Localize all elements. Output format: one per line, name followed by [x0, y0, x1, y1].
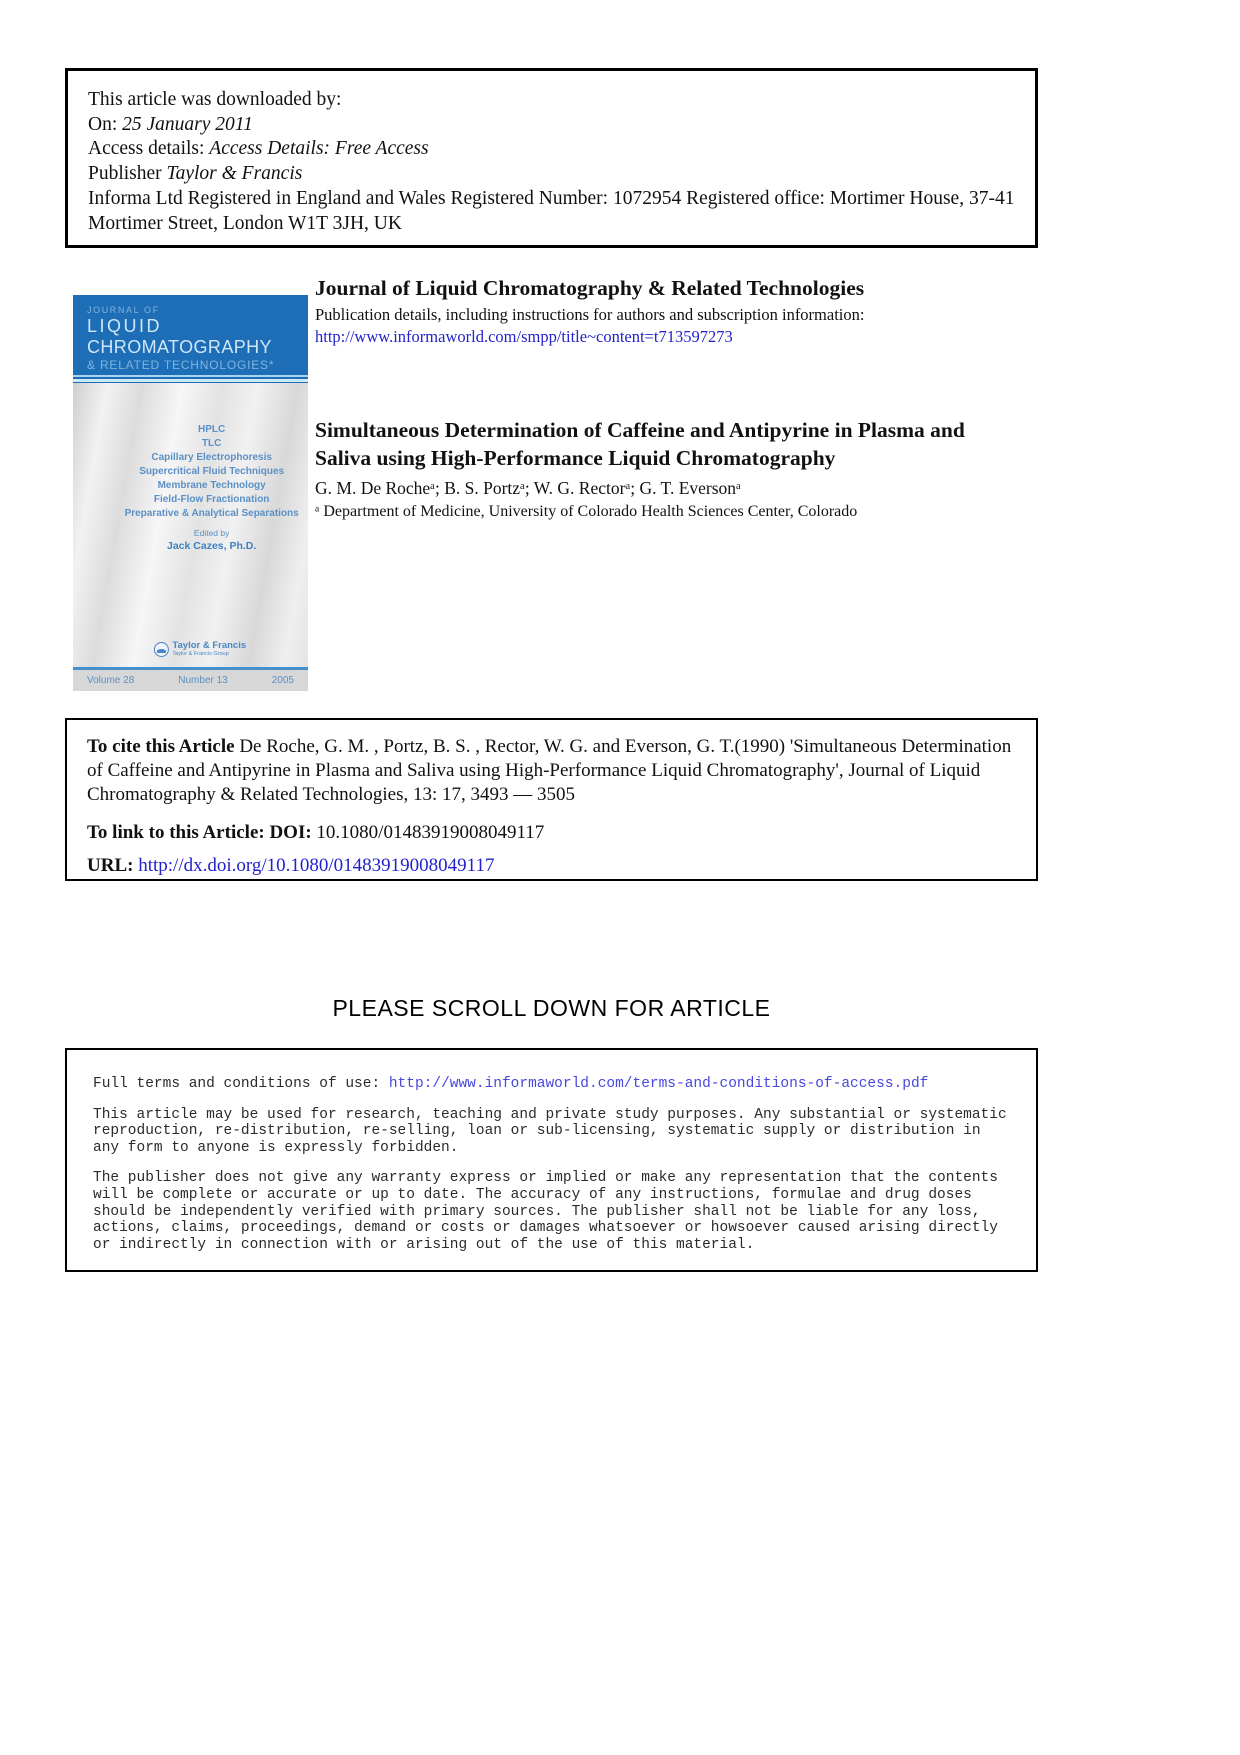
- cover-volume: Volume 28: [87, 675, 135, 686]
- cover-masthead: [73, 295, 308, 373]
- citation-box: [65, 718, 1038, 881]
- taylor-francis-globe-icon: [153, 642, 168, 657]
- citation-text: De Roche, G. M. , Portz, B. S. , Rector, W. G. and Everson, G. T.(1990) 'Simultaneous Determination of Caffeine and Antipyrine in Plasma and Saliva using High-Performance Liquid Chromatography', Journal of Liquid Chromatography & Related Technologies, 13: 17, 3493 — 3505: [87, 736, 1012, 806]
- cover-issue-bar: [73, 667, 308, 691]
- cover-topic: Capillary Electrophoresis: [151, 452, 272, 463]
- taylor-francis-logo-subtext: Taylor & Francis Group: [172, 650, 229, 657]
- cover-number: Number 13: [178, 675, 228, 686]
- access-details-line: [88, 137, 1015, 162]
- url-label: URL:: [87, 854, 139, 876]
- journal-title: Journal of Liquid Chromatography & Related Technologies: [315, 276, 865, 300]
- full-terms-label: Full terms and conditions of use:: [93, 1076, 389, 1092]
- registration-line: Informa Ltd Registered in England and Wales Registered Number: 1072954 Registered office: Mortimer House, 37-41 Mortimer Street, London W1T 3JH, UK: [88, 187, 1015, 234]
- cover-topic: Membrane Technology: [157, 480, 266, 491]
- download-date: 25 January 2011: [122, 113, 253, 135]
- terms-paragraph-2: The publisher does not give any warranty express or implied or make any representation that the contents will be complete or accurate or up to date. The accuracy of any instructions, formulae and drug doses should be independently verified with primary sources. The publisher shall not be liable for any loss, actions, claims, proceedings, demand or costs or damages whatsoever or howsoever caused arising directly or indirectly in connection with or arising out of the use of this material.: [93, 1170, 998, 1253]
- cover-year: 2005: [271, 675, 294, 686]
- cover-masthead-line: JOURNAL OF: [87, 305, 160, 315]
- doi-value: 10.1080/01483919008049117: [316, 821, 545, 843]
- on-label: On:: [88, 113, 123, 135]
- terms-paragraph-1: This article may be used for research, teaching and private study purposes. Any substantial or systematic reproduction, re-distribution, re-selling, loan or sub-licensing, systematic supply or distribution in any form to anyone is expressly forbidden.: [93, 1106, 1007, 1156]
- cover-divider: [73, 373, 308, 383]
- cite-label: To cite this Article: [87, 736, 240, 757]
- cover-masthead-line: CHROMATOGRAPHY: [87, 337, 272, 357]
- publisher-label: Publisher: [88, 163, 167, 185]
- citation-paragraph: [87, 735, 1016, 808]
- taylor-francis-logo-text: Taylor & Francis: [172, 640, 247, 651]
- doi-label: To link to this Article: DOI:: [87, 821, 317, 843]
- terms-box: [65, 1048, 1038, 1272]
- downloaded-by-line: This article was downloaded by:: [88, 89, 342, 110]
- full-terms-line: [93, 1076, 1010, 1093]
- journal-url-link[interactable]: http://www.informaworld.com/smpp/title~content=t713597273: [315, 327, 733, 346]
- cover-editor-block: [73, 528, 308, 552]
- editor-name: Jack Cazes, Ph.D.: [167, 540, 257, 552]
- cover-body: [73, 383, 308, 691]
- download-info-box: [65, 68, 1038, 248]
- scroll-down-notice: PLEASE SCROLL DOWN FOR ARTICLE: [332, 995, 771, 1021]
- publisher-value: Taylor & Francis: [166, 163, 303, 185]
- cover-topic: TLC: [201, 438, 222, 449]
- publisher-line: [88, 162, 1015, 187]
- cover-topic: Supercritical Fluid Techniques: [139, 466, 285, 477]
- cover-topic: HPLC: [198, 424, 226, 435]
- cover-topics-list: [73, 383, 308, 521]
- access-value: Access Details: Free Access: [209, 138, 429, 160]
- article-authors: G. M. De Rocheᵃ; B. S. Portzᵃ; W. G. Rectorᵃ; G. T. Eversonᵃ: [315, 478, 741, 498]
- cover-masthead-line: LIQUID: [87, 316, 163, 336]
- cover-masthead-line: & RELATED TECHNOLOGIES*: [87, 358, 275, 372]
- doi-url-link[interactable]: http://dx.doi.org/10.1080/01483919008049117: [138, 854, 495, 876]
- article-title: Simultaneous Determination of Caffeine and Antipyrine in Plasma and Saliva using High-Performance Liquid Chromatography: [315, 418, 965, 470]
- article-affiliation: ᵃ Department of Medicine, University of Colorado Health Sciences Center, Colorado: [315, 503, 858, 520]
- download-date-line: [88, 113, 1015, 138]
- doi-line: [87, 821, 1016, 845]
- journal-subtitle: Publication details, including instructions for authors and subscription information:: [315, 305, 865, 324]
- access-label: Access details:: [88, 138, 210, 160]
- url-line: [87, 854, 1016, 878]
- edited-by-label: Edited by: [193, 528, 230, 538]
- terms-url-link[interactable]: http://www.informaworld.com/terms-and-conditions-of-access.pdf: [388, 1076, 929, 1092]
- journal-cover-image: [73, 295, 308, 691]
- taylor-francis-logo: [153, 641, 246, 657]
- cover-topic: Preparative & Analytical Separations: [124, 508, 299, 519]
- cover-topic: Field-Flow Fractionation: [153, 494, 270, 505]
